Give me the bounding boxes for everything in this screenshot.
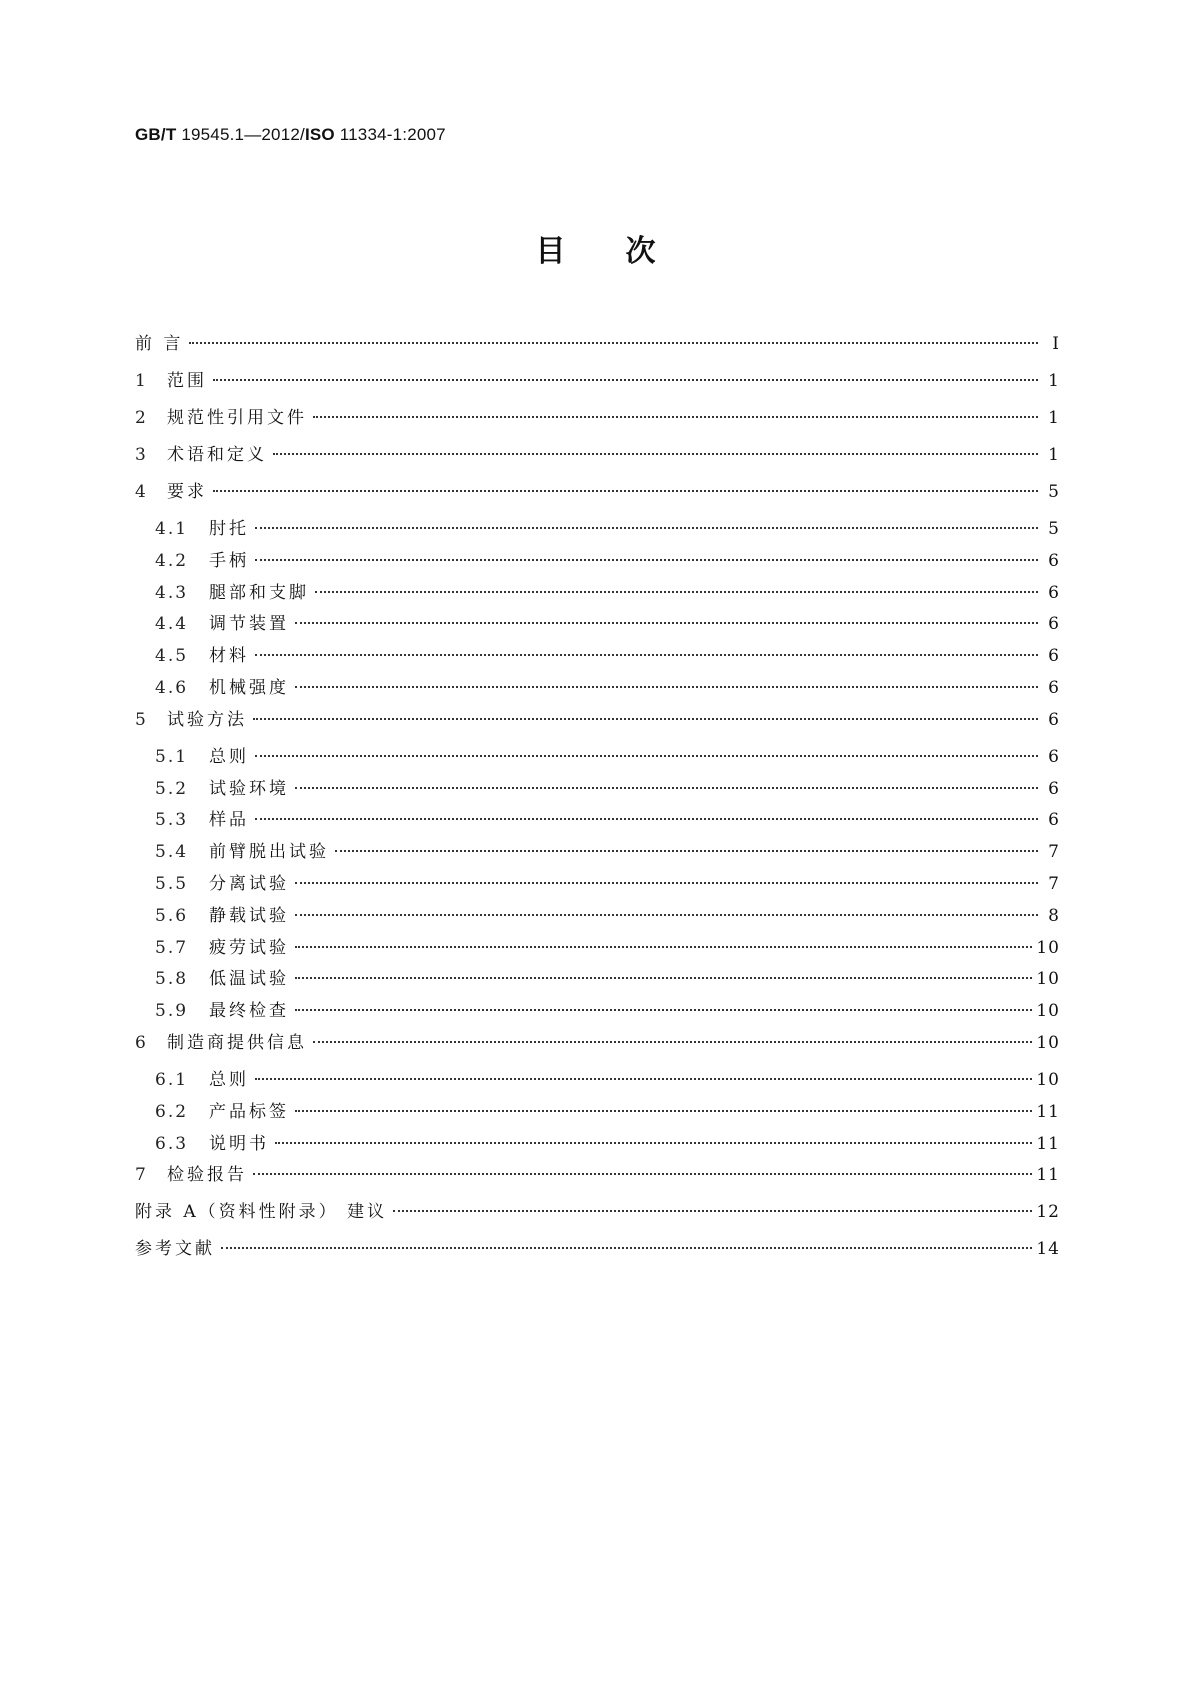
toc-entry-page-number: 7 [1048, 842, 1060, 863]
toc-entry-page-number: 10 [1036, 969, 1060, 990]
toc-entry-label: 调节装置 [209, 614, 289, 635]
toc-dot-leader [213, 379, 1038, 381]
toc-entry-number: 2 [135, 408, 148, 428]
toc-entry[interactable] [135, 742, 1060, 774]
gb-code-prefix: GB/T [135, 125, 177, 144]
toc-dot-leader [273, 453, 1038, 455]
toc-dot-leader [221, 1247, 1032, 1249]
toc-entry[interactable] [135, 869, 1060, 901]
toc-entry-page-number: 1 [1048, 408, 1060, 428]
toc-entry-page-number: 1 [1048, 371, 1060, 391]
toc-dot-leader [253, 1173, 1032, 1175]
toc-entry-page-number: 10 [1036, 1069, 1060, 1090]
toc-entry[interactable] [135, 1028, 1060, 1065]
toc-entry-label: 机械强度 [209, 677, 289, 698]
toc-dot-leader [295, 946, 1032, 948]
toc-entry-page-number: 1 [1048, 445, 1060, 465]
toc-dot-leader [295, 787, 1038, 789]
toc-entry[interactable] [135, 477, 1060, 514]
toc-entry-number: 5 [135, 709, 148, 730]
toc-entry[interactable] [135, 440, 1060, 477]
toc-entry-page-number: 5 [1048, 519, 1060, 539]
toc-entry-page-number: 10 [1036, 937, 1060, 958]
toc-dot-leader [295, 622, 1038, 624]
toc-entry-label: 制造商提供信息 [167, 1032, 307, 1053]
toc-entry-page-number: 6 [1048, 614, 1060, 635]
toc-entry-number: 5.7 [155, 937, 189, 958]
toc-entry-number: 5.9 [155, 1001, 189, 1022]
toc-entry[interactable] [135, 403, 1060, 440]
standard-code-header [135, 125, 446, 145]
toc-dot-leader [313, 1041, 1032, 1043]
toc-entry-label: 说明书 [209, 1133, 269, 1154]
toc-entry-page-number: 10 [1036, 1032, 1060, 1053]
toc-entry[interactable] [135, 329, 1060, 366]
toc-entry-page-number: 11 [1036, 1165, 1060, 1186]
toc-entry-page-number: 10 [1036, 1001, 1060, 1022]
toc-entry[interactable] [135, 578, 1060, 610]
toc-entry-number: 5.3 [155, 810, 189, 831]
toc-entry-label: 材料 [209, 646, 249, 667]
toc-entry-label: 肘托 [209, 519, 249, 539]
toc-entry[interactable] [135, 673, 1060, 705]
toc-entry-number: 7 [135, 1165, 148, 1186]
toc-entry-label: 前臂脱出试验 [209, 842, 329, 863]
toc-dot-leader [295, 686, 1038, 688]
toc-entry-page-number: 6 [1048, 582, 1060, 603]
toc-entry-label: 试验方法 [167, 709, 247, 730]
toc-entry-label: 总则 [209, 1069, 249, 1090]
toc-entry[interactable] [135, 514, 1060, 546]
toc-dot-leader [295, 1009, 1032, 1011]
toc-entry-number: 4.5 [155, 646, 189, 667]
toc-entry-page-number: 6 [1048, 550, 1060, 571]
toc-entry-label: 总则 [209, 746, 249, 767]
toc-entry-number: 4.1 [155, 519, 189, 539]
toc-entry-label: 低温试验 [209, 969, 289, 990]
toc-entry-page-number: 12 [1036, 1202, 1060, 1223]
toc-entry-number: 3 [135, 445, 148, 465]
toc-entry-label: 分离试验 [209, 873, 289, 894]
toc-entry-page-number: 6 [1048, 646, 1060, 667]
iso-code-prefix: ISO [304, 125, 335, 144]
toc-entry-label: 参考文献 [135, 1239, 215, 1260]
toc-entry-number: 4.2 [155, 550, 189, 571]
toc-entry[interactable] [135, 1097, 1060, 1129]
toc-entry-number: 6.3 [155, 1133, 189, 1154]
toc-entry-number: 5.8 [155, 969, 189, 990]
toc-entry-number: 5.6 [155, 905, 189, 926]
toc-entry[interactable] [135, 1065, 1060, 1097]
toc-entry[interactable] [135, 933, 1060, 965]
toc-dot-leader [295, 1110, 1032, 1112]
toc-entry-page-number: 6 [1048, 746, 1060, 767]
toc-entry[interactable] [135, 805, 1060, 837]
toc-dot-leader [255, 1078, 1032, 1080]
toc-dot-leader [255, 654, 1038, 656]
toc-entry[interactable] [135, 641, 1060, 673]
toc-entry-page-number: 11 [1036, 1133, 1060, 1154]
toc-entry-page-number: 7 [1048, 873, 1060, 894]
toc-entry-label: 检验报告 [167, 1165, 247, 1186]
toc-entry-label: 附录 A（资料性附录） 建议 [135, 1202, 388, 1223]
toc-dot-leader [295, 882, 1038, 884]
toc-entry-page-number: 14 [1036, 1239, 1060, 1260]
toc-entry[interactable] [135, 1197, 1060, 1234]
toc-entry-label: 范围 [167, 371, 207, 391]
toc-entry-label: 手柄 [209, 550, 249, 571]
toc-entry-page-number: Ⅰ [1052, 334, 1060, 354]
iso-code-number: 11334-1:2007 [334, 125, 446, 144]
toc-entry[interactable] [135, 546, 1060, 578]
toc-dot-leader [393, 1210, 1032, 1212]
toc-entry-number: 5.5 [155, 873, 189, 894]
toc-entry[interactable] [135, 837, 1060, 869]
toc-entry-page-number: 6 [1048, 778, 1060, 799]
toc-entry[interactable] [135, 964, 1060, 996]
table-of-contents [135, 329, 1060, 1271]
toc-dot-leader [295, 977, 1032, 979]
toc-dot-leader [295, 914, 1038, 916]
gb-code-number: 19545.1—2012/ [176, 125, 305, 144]
toc-entry[interactable] [135, 996, 1060, 1028]
toc-dot-leader [255, 755, 1038, 757]
toc-entry-page-number: 11 [1036, 1101, 1060, 1122]
toc-entry[interactable] [135, 1129, 1060, 1161]
toc-entry-number: 4 [135, 482, 148, 502]
toc-entry[interactable] [135, 1160, 1060, 1197]
toc-entry-label: 最终检查 [209, 1001, 289, 1022]
toc-entry-number: 4.6 [155, 677, 189, 698]
toc-entry-label: 要求 [167, 482, 207, 502]
toc-entry-label: 产品标签 [209, 1101, 289, 1122]
toc-dot-leader [255, 559, 1038, 561]
toc-entry-label: 规范性引用文件 [167, 408, 307, 428]
toc-dot-leader [275, 1142, 1032, 1144]
toc-dot-leader [253, 718, 1038, 720]
toc-entry-label: 样品 [209, 810, 249, 831]
toc-entry-number: 6 [135, 1032, 148, 1053]
toc-entry[interactable] [135, 705, 1060, 742]
toc-entry-number: 6.1 [155, 1069, 189, 1090]
toc-entry-page-number: 6 [1048, 677, 1060, 698]
toc-entry-label: 腿部和支脚 [209, 582, 309, 603]
toc-entry-number: 5.1 [155, 746, 189, 767]
toc-entry-page-number: 8 [1048, 905, 1060, 926]
toc-entry-number: 6.2 [155, 1101, 189, 1122]
toc-entry[interactable] [135, 609, 1060, 641]
toc-entry-number: 4.3 [155, 582, 189, 603]
toc-dot-leader [189, 342, 1038, 344]
toc-dot-leader [335, 850, 1038, 852]
toc-entry-number: 5.4 [155, 842, 189, 863]
toc-entry-page-number: 6 [1048, 709, 1060, 730]
toc-dot-leader [255, 527, 1038, 529]
toc-entry-number: 4.4 [155, 614, 189, 635]
toc-dot-leader [315, 591, 1038, 593]
toc-dot-leader [213, 490, 1038, 492]
toc-dot-leader [255, 818, 1038, 820]
toc-entry-number: 5.2 [155, 778, 189, 799]
toc-entry-label: 疲劳试验 [209, 937, 289, 958]
toc-entry[interactable] [135, 366, 1060, 403]
toc-entry-label: 前 言 [135, 334, 184, 354]
toc-dot-leader [313, 416, 1038, 418]
toc-entry-label: 静载试验 [209, 905, 289, 926]
toc-entry-label: 术语和定义 [167, 445, 267, 465]
toc-entry-number: 1 [135, 371, 148, 391]
page-title: 目次 [535, 234, 716, 269]
toc-entry-page-number: 5 [1048, 482, 1060, 502]
toc-entry[interactable] [135, 774, 1060, 806]
toc-entry[interactable] [135, 1234, 1060, 1271]
toc-entry-page-number: 6 [1048, 810, 1060, 831]
toc-entry[interactable] [135, 901, 1060, 933]
toc-entry-label: 试验环境 [209, 778, 289, 799]
